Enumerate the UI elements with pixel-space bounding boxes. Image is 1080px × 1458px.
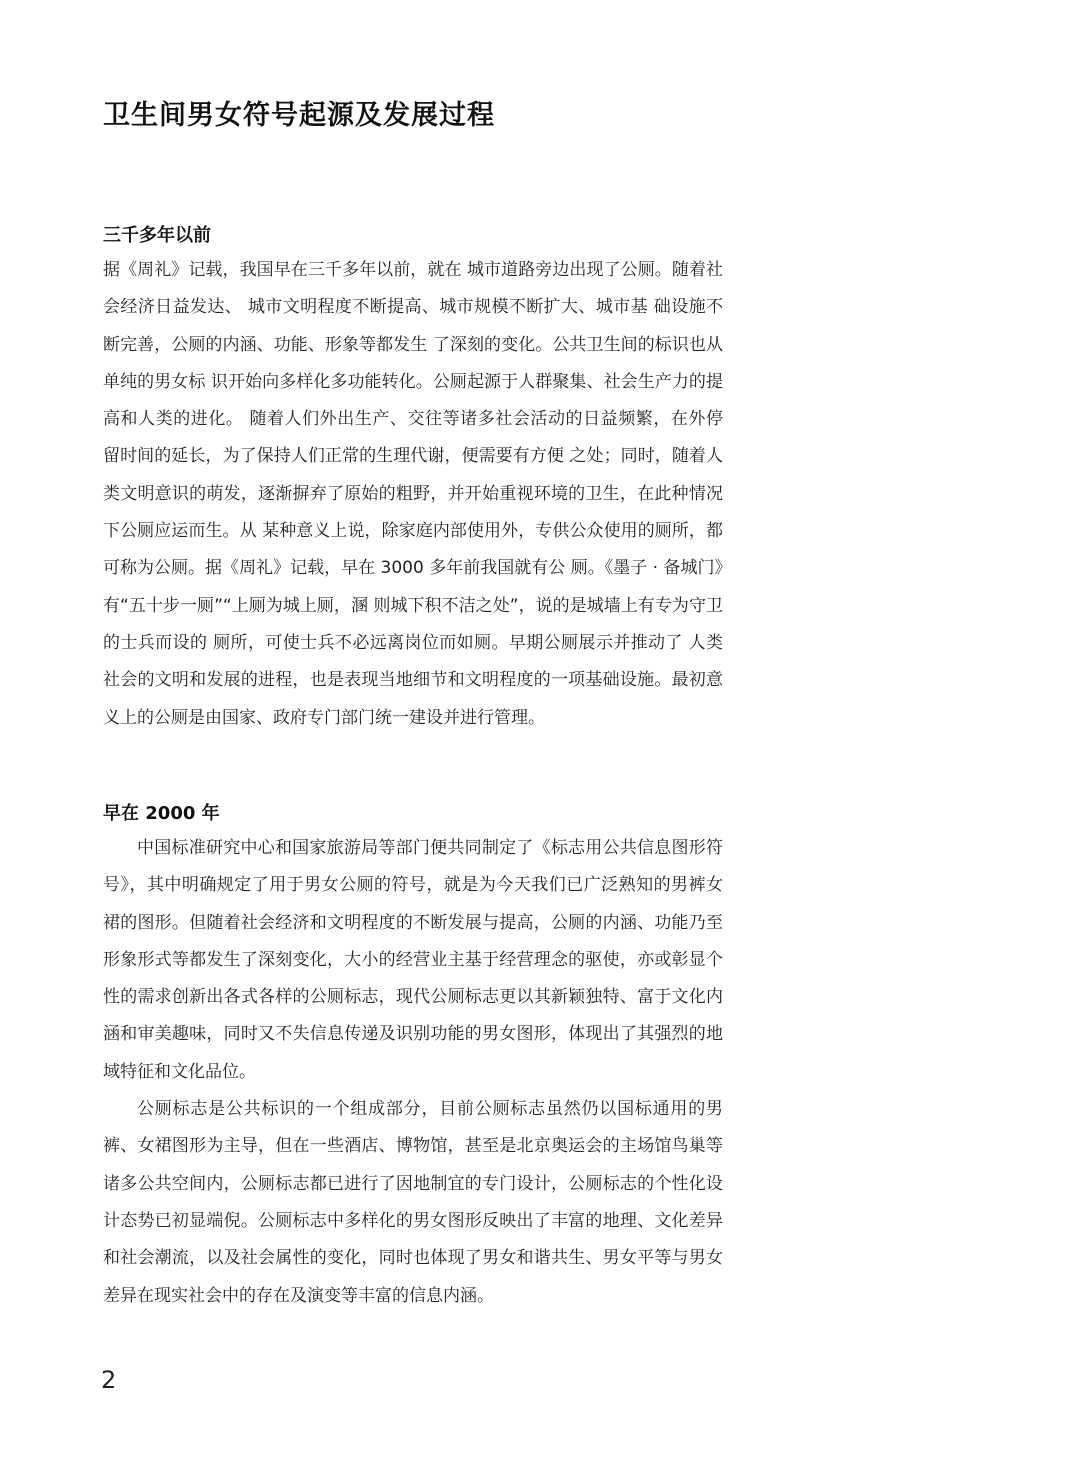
section-ancient: [103, 220, 723, 737]
page-number: 2: [101, 1366, 117, 1394]
section-heading: 三千多年以前: [103, 225, 211, 246]
page-title: 卫生间男女符号起源及发展过程: [103, 100, 495, 131]
body-paragraph: 公厕标志是公共标识的一个组成部分，目前公厕标志虽然仍以国标通用的男裤、女裙图形为主导，但在一些酒店、博物馆，甚至是北京奥运会的主场馆鸟巢等诸多公共空间内，公厕标志都已进行了因地制宜的专门设计，公厕标志的个性化设计态势已初显端倪。公厕标志中多样化的男女图形反映出了丰富的地理、文化差异和社会潮流，以及社会属性的变化，同时也体现了男女和谐共生、男女平等与男女差异在现实社会中的存在及演变等丰富的信息内涵。: [103, 1099, 723, 1306]
section-2000: [103, 798, 723, 1315]
body-paragraph: 中国标准研究中心和国家旅游局等部门便共同制定了《标志用公共信息图形符号》，其中明确规定了用于男女公厕的符号，就是为今天我们已广泛熟知的男裤女裙的图形。但随着社会经济和文明程度的不断发展与提高，公厕的内涵、功能乃至形象形式等都发生了深刻变化，大小的经营业主基于经营理念的驱使，亦或彰显个性的需求创新出各式各样的公厕标志，现代公厕标志更以其新颖独特、富于文化内涵和审美趣味，同时又不失信息传递及识别功能的男女图形，体现出了其强烈的地域特征和文化品位。: [103, 838, 723, 1082]
section-heading: 早在 2000 年: [103, 803, 220, 824]
body-paragraph: 据《周礼》记载，我国早在三千多年以前，就在 城市道路旁边出现了公厕。随着社会经济日益发达、 城市文明程度不断提高、城市规模不断扩大、城市基 础设施不断完善，公厕的内涵、功能、形象等都发生 了深刻的变化。公共卫生间的标识也从单纯的男女标 识开始向多样化多功能转化。公厕起源于人群聚集、社会生产力的提高和人类的进化。 随着人们外出生产、交往等诸多社会活动的日益频繁，在外停 留时间的延长，为了保持人们正常的生理代谢，便需要有方便 之处；同时，随着人类文明意识的萌发，逐渐摒弃了原始的粗野，并开始重视环境的卫生，在此种情况下公厕应运而生。从 某种意义上说，除家庭内部使用外，专供公众使用的厕所，都 可称为公厕。据《周礼》记载，早在 3000 多年前我国就有公 厕。《墨子 · 备城门》有“五十步一厕”“上厕为城上厕，溷 则城下积不洁之处”，说的是城墙上有专为守卫的士兵而设的 厕所，可使士兵不必远离岗位而如厕。早期公厕展示并推动了 人类社会的文明和发展的进程，也是表现当地细节和文明程度的一项基础设施。最初意义上的公厕是由国家、政府专门部门统一建设并进行管理。: [103, 260, 723, 728]
